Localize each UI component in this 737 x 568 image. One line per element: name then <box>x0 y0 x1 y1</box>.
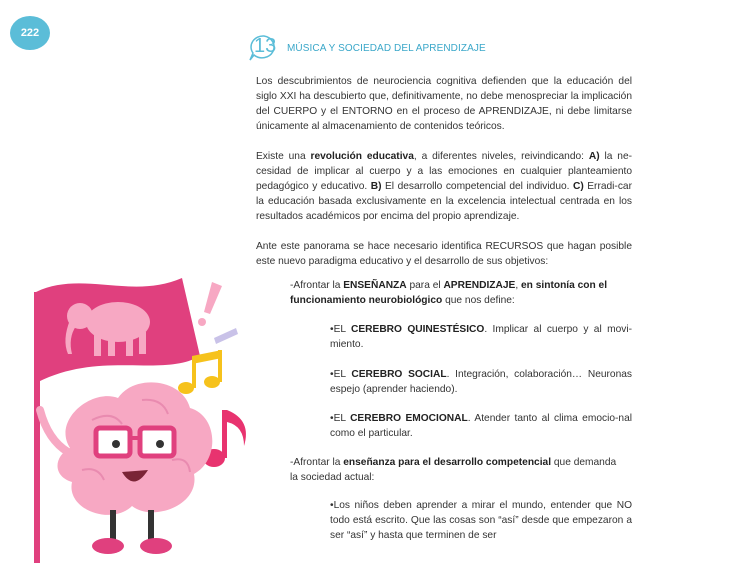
exclamation-icon <box>204 282 222 314</box>
sub-item-4: •Los niños deben aprender a mirar el mundo, entender que NO todo está escrito. Que las cosas son “así” desde que empezaron a ser “así” y hasta que terminen de ser <box>330 500 632 541</box>
chapter-heading <box>248 34 486 62</box>
paragraph-3: Ante este panorama se hace necesario identifica RECURSOS que hagan posible este nuevo paradigma educativo y el desarrollo de sus objetivos: <box>256 241 632 267</box>
speech-bubble-icon <box>248 34 280 62</box>
brain-mascot-illustration <box>22 270 260 563</box>
list-item-1: -Afrontar la ENSEÑANZA para el APRENDIZAJE, en sintonía con el funcionamiento neurobiológico que nos define: <box>290 280 608 306</box>
chapter-title: MÚSICA Y SOCIEDAD DEL APRENDIZAJE <box>287 42 486 54</box>
body-text <box>256 74 632 282</box>
sub-item-2: •EL CEREBRO SOCIAL. Integración, colaboración… Neuronas espejo (aprender haciendo). <box>330 369 633 395</box>
sub-item-3: •EL CEREBRO EMOCIONAL. Atender tanto al clima emocio-nal como el particular. <box>330 413 632 439</box>
chapter-number: 13 <box>254 35 277 57</box>
brain-mascot <box>40 382 212 554</box>
paragraph-2: Existe una revolución educativa, a diferentes niveles, reivindicando: A) la ne-cesidad de implicar al cuerpo y a las emociones en cualquier planteamiento pedagógico y educativo. B) El desarrollo competencial del individuo. C) Erradi-car la educación basada exclusivamente en la excelencia intelectual centrada en los resultados académicos por encima del propio aprendizaje. <box>256 151 632 222</box>
page-number-badge: 222 <box>10 16 50 50</box>
paragraph-1: Los descubrimientos de neurociencia cognitiva defienden que la educación del siglo XXI ha descubierto que, definitivamente, no debe menospreciar la implicación del CUERPO y el ENTORNO en el proceso de APRENDIZAJE, ni debe limitarse únicamente al almacenamiento de contenidos teóricos. <box>256 76 632 132</box>
sub-item-1: •EL CEREBRO QUINESTÉSICO. Implicar al cuerpo y al movi-miento. <box>330 324 632 350</box>
list-item-2: -Afrontar la enseñanza para el desarrollo competencial que demanda la sociedad actual: <box>290 457 617 483</box>
